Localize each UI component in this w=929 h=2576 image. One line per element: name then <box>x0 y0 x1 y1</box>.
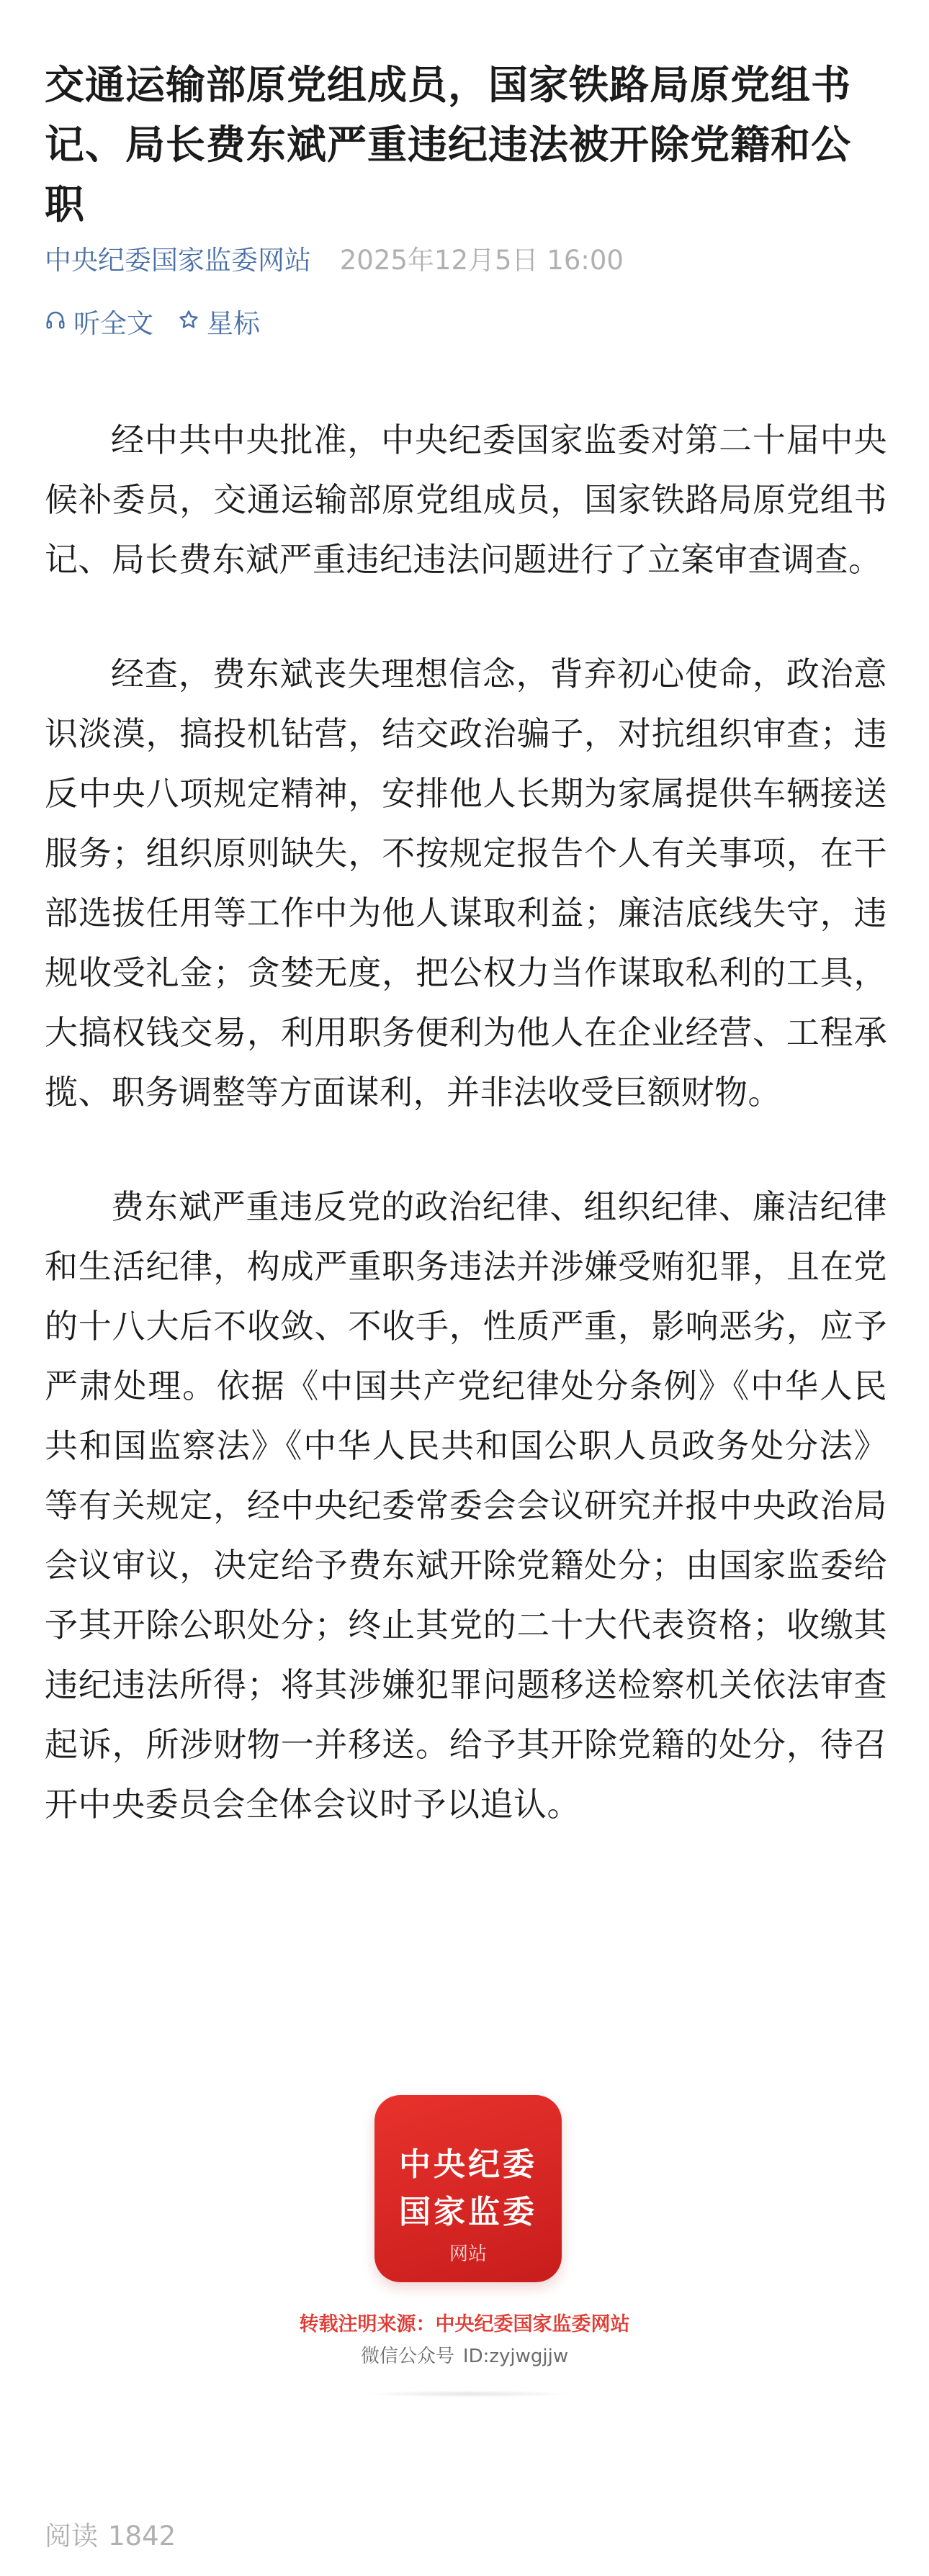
wechat-account <box>0 2341 929 2368</box>
repost-note: 转载注明来源：中央纪委国家监委网站 <box>299 2313 630 2336</box>
star-button[interactable] <box>178 302 260 341</box>
logo-text-line1: 中央纪委 <box>399 2146 537 2183</box>
headphones-icon <box>45 306 73 337</box>
wechat-label: 微信公众号 <box>360 2346 454 2367</box>
reads-label: 阅读 <box>45 2521 98 2552</box>
logo-text-line2: 国家监委 <box>399 2194 537 2230</box>
source-logo-block <box>0 2095 929 2412</box>
reads-number: 1842 <box>108 2521 176 2552</box>
ccdi-logo <box>374 2095 562 2282</box>
paragraph-2: 经查，费东斌丧失理想信念，背弃初心使命，政治意识淡漠，搞投机钻营，结交政治骗子，对抗组织审查；违反中央八项规定精神，安排他人长期为家属提供车辆接送服务；组织原则缺失，不按规定报告个人有关事项，在干部选拔任用等工作中为他人谋取利益；廉洁底线失守，违规收受礼金；贪婪无度，把公权力当作谋取私利的工具，大搞权钱交易，利用职务便利为他人在企业经营、工程承揽、职务调整等方面谋利，并非法收受巨额财物。 <box>45 654 887 1112</box>
article-body <box>45 410 887 1889</box>
paragraph-1: 经中共中央批准，中央纪委国家监委对第二十届中央候补委员，交通运输部原党组成员，国家铁路局原党组书记、局长费东斌严重违纪违法问题进行了立案审查调查。 <box>45 420 887 579</box>
article-title: 交通运输部原党组成员，国家铁路局原党组书记、局长费东斌严重违纪违法被开除党籍和公职 <box>45 61 852 228</box>
logo-text-line3: 网站 <box>449 2243 487 2265</box>
paragraph-3: 费东斌严重违反党的政治纪律、组织纪律、廉洁纪律和生活纪律，构成严重职务违法并涉嫌受贿犯罪，且在党的十八大后不收敛、不收手，性质严重，影响恶劣，应予严肃处理。依据《中国共产党纪律处分条例》《中华人民共和国监察法》《中华人民共和国公职人员政务处分法》等有关规定，经中央纪委常委会会议研究并报中央政治局会议审议，决定给予费东斌开除党籍处分；由国家监委给予其开除公职处分；终止其党的二十大代表资格；收缴其违纪违法所得；将其涉嫌犯罪问题移送检察机关依法审查起诉，所涉财物一并移送。给予其开除党籍的处分，待召开中央委员会全体会议时予以追认。 <box>45 1187 887 1824</box>
listen-label: 听全文 <box>73 308 153 339</box>
publish-time: 2025年12月5日 16:00 <box>339 245 624 276</box>
logo-shadow-divider <box>364 2390 573 2397</box>
source-link[interactable]: 中央纪委国家监委网站 <box>45 245 311 276</box>
star-icon <box>178 306 207 337</box>
article-actions <box>45 301 284 341</box>
article-meta <box>45 240 624 281</box>
read-count <box>45 2514 176 2553</box>
star-label: 星标 <box>207 308 260 339</box>
wechat-id: ID:zyjwgjjw <box>462 2346 569 2367</box>
listen-button[interactable] <box>45 302 153 341</box>
